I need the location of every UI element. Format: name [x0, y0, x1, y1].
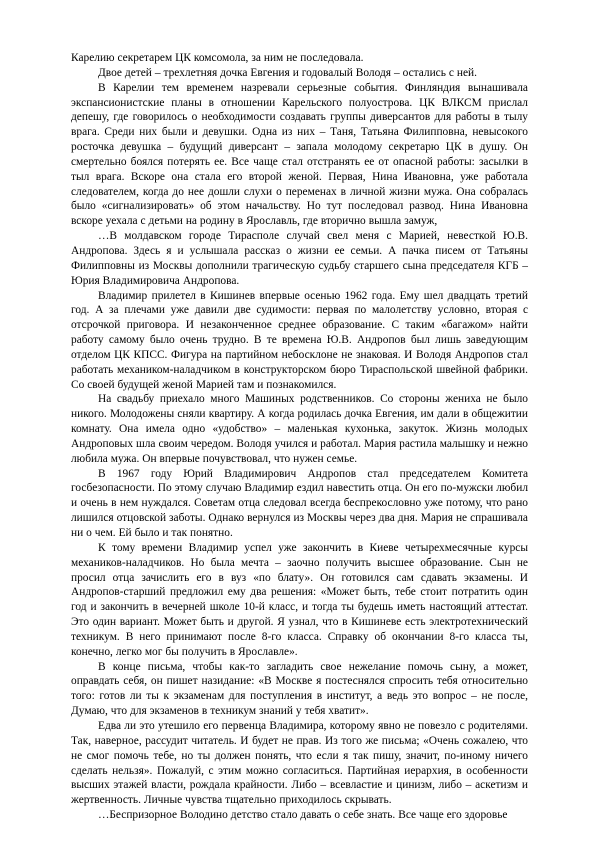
paragraph: К тому времени Владимир успел уже закончить в Киеве четырехмесячные курсы механиков-наладчиков. Но была мечта – заочно получить высшее образование. Сын не просил отца зачислить его в вуз «по блату». Он готовился сам сдавать экзамены. И Андропов-старший предложил ему два решения: «Может быть, тебе стоит потратить один год и закончить в вечерней школе 10-й класс, и тогда ты будешь иметь настоящий аттестат. Это один вариант. Может быть и другой. Я узнал, что в Кишиневе есть электротехнический техникум. В него принимают после 8-го класса. Справку об окончании 8-го класса ты, конечно, легко мог бы получить в Ярославле».	[71, 541, 528, 658]
paragraph: Двое детей – трехлетняя дочка Евгения и годовалый Володя – остались с ней.	[98, 66, 477, 79]
paragraph: В 1967 году Юрий Владимирович Андропов стал председателем Комитета госбезопасности. По этому случаю Владимир ездил навестить отца. Он его по-мужски любил и очень в нем нуждался. Советам отца следовал всегда беспрекословно уже потому, что рано лишился отцовской заботы. Однако вернулся из Москвы через два дня. Мария не спрашивала ни о чем. Ей было и так понятно.	[71, 467, 528, 539]
paragraph: …В молдавском городе Тирасполе случай свел меня с Марией, невесткой Ю.В. Андропова. Здесь я и услышала рассказ о жизни ее семьи. А пачка писем от Татьяны Филипповны из Москвы дополнили трагическую судьбу старшего сына председателя КГБ – Юрия Владимировича Андропова.	[71, 230, 528, 287]
paragraph: Владимир прилетел в Кишинев впервые осенью 1962 года. Ему шел двадцать третий год. А за плечами уже давили две судимости: первая по малолетству условно, вторая с отсрочкой приговора. И незаконченное среднее образование. С таким «багажом» найти работу самому было очень трудно. В те времена Ю.В. Андропов был лишь заведующим отделом ЦК КПСС. Фигура на партийном небосклоне не знаковая. И Володя Андропов стал работать механиком-наладчиком в конструкторском бюро Тираспольской швейной фабрики. Со своей будущей женой Марией там и познакомился.	[71, 289, 528, 391]
paragraph: …Беспризорное Володино детство стало давать о себе знать. Все чаще его здоровье	[98, 809, 508, 822]
paragraph: Карелию секретарем ЦК комсомола, за ним не последовала.	[71, 52, 364, 64]
body-text-column	[71, 51, 528, 823]
paragraph: В Карелии тем временем назревали серьезные события. Финляндия вынашивала экспансионистские планы в отношении Карельского полуострова. ЦК ВЛКСМ прислал депешу, где говорилось о необходимости создавать группы диверсантов для работы в тылу врага. Среди них были и девушки. Одна из них – Таня, Татьяна Филипповна, невысокого росточка девушка – будущий диверсант – запала молодому секретарю ЦК в душу. Он смертельно боялся потерять ее. Все чаще стал отстранять ее от опасной работы: засылки в тыл врага. Вскоре она стала его второй женой. Первая, Нина Ивановна, уже работала следователем, когда до нее дошли слухи о переменах в личной жизни мужа. Она собралась было «сигнализировать» об этом начальству. Но тут последовал развод. Нина Ивановна вскоре уехала с детьми на родину в Ярославль, где вторично вышла замуж,	[71, 81, 528, 228]
paragraph: В конце письма, чтобы как-то загладить свое нежелание помочь сыну, а может, оправдать себя, он пишет назидание: «В Москве я постеснялся спросить тебя относительно того: готов ли ты к экзаменам для поступления в институт, а ведь это вопрос – не после, Думаю, что для экзаменов в техникум знаний у тебя хватит».	[71, 660, 528, 718]
paragraph: Едва ли это утешило его первенца Владимира, которому явно не повезло с родителями. Так, наверное, рассудит читатель. И будет не прав. Из того же письма; «Очень сожалею, что не смог помочь тебе, но ты должен понять, что если я так пишу, значит, по-иному ничего сделать нельзя». Пожалуй, с этим можно согласиться. Партийная иерархия, в особенности высших этажей власти, рождала крайности. Либо – всевластие и цинизм, либо – аскетизм и жертвенность. Личные чувства тщательно приходилось скрывать.	[71, 719, 528, 807]
paragraph: На свадьбу приехало много Машиных родственников. Со стороны жениха не было никого. Молодожены сняли квартиру. А когда родилась дочка Евгения, им дали в общежитии комнату. Она имела одно «удобство» – маленькая кухонька, закуток. Жизнь молодых Андроповых шла своим чередом. Володя учился и работал. Мария растила малышку и нежно любила мужа. Он впервые почувствовал, что нужен семье.	[71, 393, 528, 465]
